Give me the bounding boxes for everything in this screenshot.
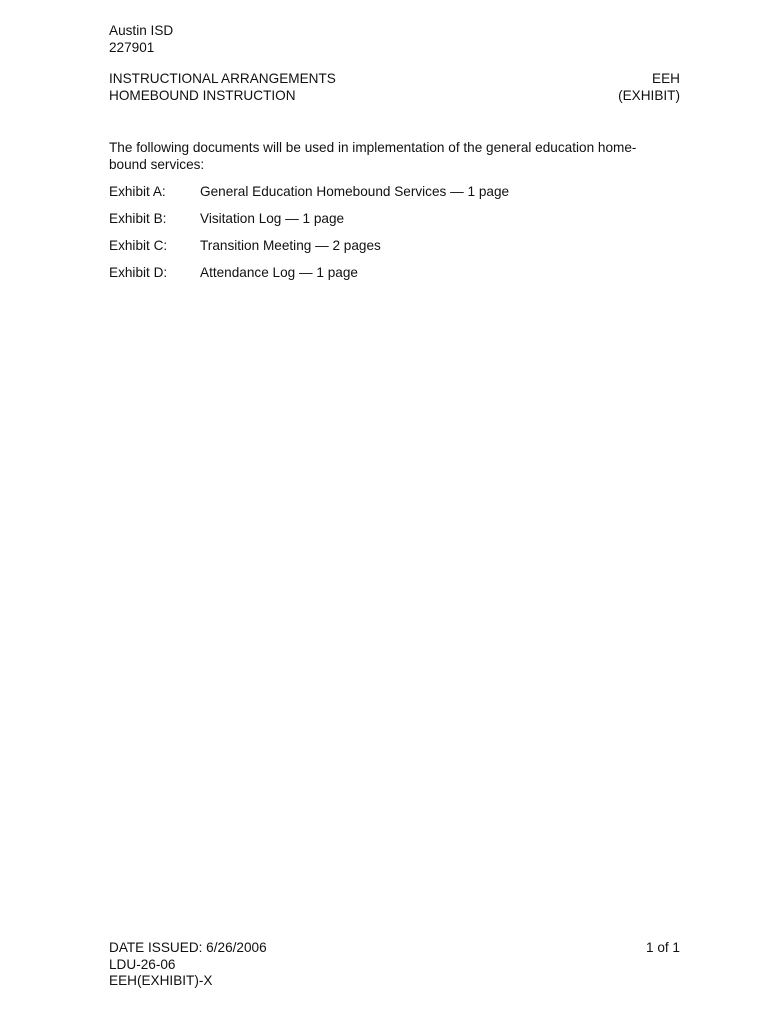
intro-line: The following documents will be used in implementation of the general education home- [109, 140, 637, 155]
district-code: 227901 [109, 39, 155, 55]
exhibit-description: Visitation Log — 1 page [200, 211, 345, 226]
page-footer [109, 940, 680, 990]
exhibit-label: Exhibit D: [109, 265, 168, 280]
page-number: 1 of 1 [645, 940, 680, 955]
update-code: LDU-26-06 [109, 956, 176, 972]
exhibit-item [109, 184, 509, 211]
policy-code: EEH [652, 71, 680, 86]
exhibit-label: Exhibit B: [109, 211, 167, 226]
exhibit-description: Transition Meeting — 2 pages [200, 238, 381, 253]
policy-footer-code: EEH(EXHIBIT)-X [109, 973, 213, 988]
exhibit-description: Attendance Log — 1 page [200, 265, 358, 280]
exhibit-description: General Education Homebound Services — 1 page [200, 184, 510, 199]
subsection-title: HOMEBOUND INSTRUCTION [109, 87, 296, 103]
intro-line: bound services: [109, 156, 205, 172]
exhibit-item [109, 211, 509, 238]
intro-paragraph [109, 140, 669, 173]
district-name: Austin ISD [109, 23, 174, 38]
policy-type: (EXHIBIT) [618, 87, 680, 103]
exhibit-list [109, 184, 509, 292]
district-header [109, 23, 173, 56]
exhibit-label: Exhibit A: [109, 184, 166, 199]
date-issued: DATE ISSUED: 6/26/2006 [109, 940, 267, 955]
exhibit-label: Exhibit C: [109, 238, 168, 253]
exhibit-item [109, 265, 509, 292]
section-title: INSTRUCTIONAL ARRANGEMENTS [109, 71, 336, 86]
policy-heading [109, 71, 680, 104]
exhibit-item [109, 238, 509, 265]
